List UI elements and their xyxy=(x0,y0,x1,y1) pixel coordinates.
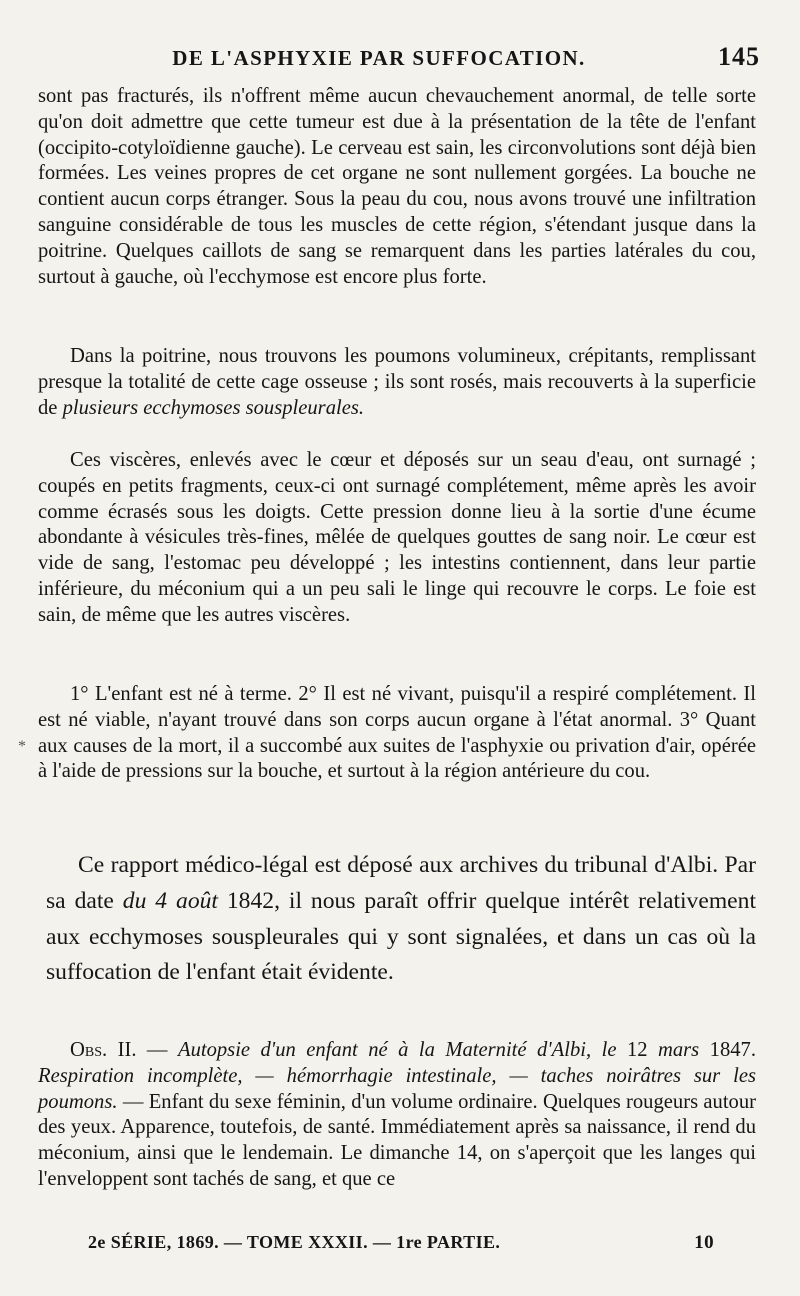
paragraph-continued xyxy=(38,84,756,290)
observation-month: mars xyxy=(658,1039,700,1061)
comment-text-end: 1842, il nous paraît offrir quelque intérêt relativement aux ecchymoses souspleurales qui y sont signalées, et dans un cas où la suffocation de l'enfant était évidente. xyxy=(46,887,756,986)
observation-year: 1847. xyxy=(699,1039,756,1061)
observation-label: Obs. II. xyxy=(70,1039,137,1061)
page-number: 145 xyxy=(718,42,760,71)
observation-section xyxy=(38,1038,756,1193)
footer-signature: 10 xyxy=(694,1232,714,1253)
observation-day: 12 xyxy=(616,1039,658,1061)
comment-date-italic: du 4 août xyxy=(122,887,218,914)
paragraph-3-text: Ces viscères, enlevés avec le cœur et déposés sur un seau d'eau, ont surnagé ; coupés en petits fragments, ceux-ci ont surnagé complétement, même après les avoir comme écrasés sous les doigts. Cette pression donne lieu à la sortie d'une écume abondante à vésicules très-fines, mêlée de quelques gouttes de sang noir. Le cœur est vide de sang, l'estomac peu développé ; les intestins contiennent, dans leur partie inférieure, du méconium qui a un peu sali le linge qui recouvre le corps. Le foie est sain, de même que les autres viscères. xyxy=(38,449,756,626)
observation-title: Autopsie d'un enfant né à la Maternité d'Albi, le xyxy=(177,1039,617,1061)
observation-subtitle: Respiration incomplète, — hémorrhagie intestinale, — taches noirâtres sur les poumons. xyxy=(38,1064,756,1113)
page-footer xyxy=(88,1232,714,1260)
observation-dash: — xyxy=(136,1039,178,1061)
paragraph-conclusions xyxy=(38,682,756,785)
page-header xyxy=(40,42,760,76)
running-title: DE L'ASPHYXIE PAR SUFFOCATION. xyxy=(172,46,586,70)
paragraph-viscera xyxy=(38,448,756,629)
paragraph-4-text: 1° L'enfant est né à terme. 2° Il est né vivant, puisqu'il a respiré complétement. Il est né viable, n'ayant trouvé dans son corps aucun organe à l'état anormal. 3° Quant aux causes de la mort, il a succombé aux suites de l'asphyxie ou privation d'air, opérée à l'aide de pressions sur la bouche, et surtout à la région antérieure du cou. xyxy=(38,683,756,783)
paragraph-2-text: Dans la poitrine, nous trouvons les poumons volumineux, crépitants, remplissant presque la totalité de cette cage osseuse ; ils sont rosés, mais recouverts à la superficie de xyxy=(38,345,756,419)
paragraph-2-emphasis: plusieurs ecchymoses souspleurales. xyxy=(62,396,365,419)
footer-tome: — TOME XXXII. — 1re PARTIE. xyxy=(223,1232,501,1252)
comment-text-start: Ce rapport médico-légal est déposé aux archives du tribunal d'Albi. Par sa date xyxy=(46,852,756,914)
margin-mark: * xyxy=(18,738,26,755)
paragraph-1-text: sont pas fracturés, ils n'offrent même aucun chevauchement anormal, de telle sorte qu'on doit admettre que cette tumeur est due à la présentation de la tête de l'enfant (occipito-cotyloïdienne gauche). Le cerveau est sain, les circonvolutions sont déjà bien formées. Les veines propres de cet organe ne sont nullement gorgées. La bouche ne contient aucun corps étranger. Sous la peau du cou, nous avons trouvé une infiltration sanguine considérable de tous les muscles de cette région, s'étendant jusque dans la poitrine. Quelques caillots de sang se remarquent dans les parties latérales du cou, surtout à gauche, où l'ecchymose est encore plus forte. xyxy=(38,85,756,288)
paragraph-thorax xyxy=(38,344,756,421)
observation-text: — Enfant du sexe féminin, d'un volume ordinaire. Quelques rougeurs autour des yeux. Apparence, toutefois, de santé. Immédiatement après sa naissance, il rend du méconium, ainsi que le lendemain. Le dimanche 14, on s'aperçoit que les langes qui l'enveloppent sont tachés de sang, et que ce xyxy=(38,1090,756,1190)
footer-series: 2e SÉRIE, 1869. xyxy=(88,1232,220,1252)
editorial-comment xyxy=(46,848,756,991)
